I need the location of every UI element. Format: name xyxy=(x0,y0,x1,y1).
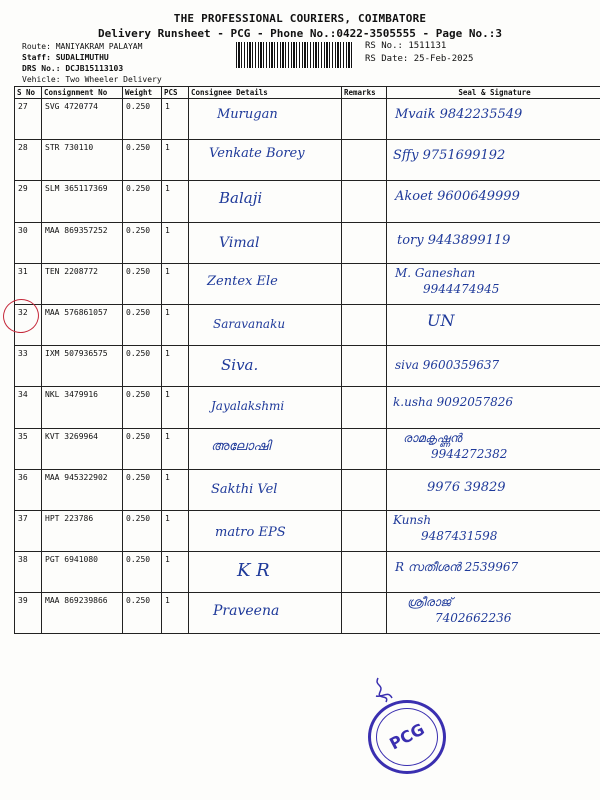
signature-handwriting: 9976 39829 xyxy=(427,479,506,495)
col-header-sno: S No xyxy=(15,87,42,99)
row-weight: 0.250 xyxy=(123,428,162,469)
signature-handwriting: tory 9443899119 xyxy=(397,232,511,248)
row-sno: 39 xyxy=(15,593,42,634)
row-consignee-details xyxy=(189,181,342,222)
row-pcs: 1 xyxy=(162,593,189,634)
row-remarks xyxy=(342,346,387,387)
row-remarks xyxy=(342,181,387,222)
row-seal-signature xyxy=(387,99,600,140)
row-weight: 0.250 xyxy=(123,346,162,387)
row-seal-signature xyxy=(387,593,600,634)
consignee-handwriting: matro EPS xyxy=(215,524,286,540)
row-weight: 0.250 xyxy=(123,593,162,634)
row-consignment-no: KVT 3269964 xyxy=(42,428,123,469)
col-header-consignment: Consignment No xyxy=(42,87,123,99)
row-seal-signature xyxy=(387,552,600,593)
table-header-row xyxy=(15,87,600,99)
consignee-handwriting: Venkate Borey xyxy=(209,146,305,162)
row-remarks xyxy=(342,99,387,140)
signature-handwriting: R സതീശൻ 2539967 xyxy=(395,560,519,575)
row-weight: 0.250 xyxy=(123,181,162,222)
row-seal-signature xyxy=(387,263,600,304)
table-row xyxy=(15,346,600,387)
consignee-handwriting: Balaji xyxy=(219,189,263,208)
pcg-stamp xyxy=(368,700,446,774)
row-consignee-details xyxy=(189,140,342,181)
row-consignee-details xyxy=(189,552,342,593)
row-consignment-no: MAA 869357252 xyxy=(42,222,123,263)
table-row xyxy=(15,428,600,469)
row-consignment-no: MAA 576861057 xyxy=(42,304,123,345)
row-consignee-details xyxy=(189,387,342,428)
delivery-table xyxy=(14,86,600,634)
signature-handwriting: UN xyxy=(427,310,455,330)
table-row xyxy=(15,510,600,551)
row-pcs: 1 xyxy=(162,387,189,428)
signature-handwriting: Kunsh xyxy=(393,512,432,527)
row-pcs: 1 xyxy=(162,181,189,222)
row-pcs: 1 xyxy=(162,222,189,263)
row-sno: 27 xyxy=(15,99,42,140)
row-seal-signature xyxy=(387,428,600,469)
row-pcs: 1 xyxy=(162,140,189,181)
table-row xyxy=(15,593,600,634)
row-remarks xyxy=(342,263,387,304)
consignee-handwriting: Sakthi Vel xyxy=(211,481,278,497)
row-consignee-details xyxy=(189,99,342,140)
row-consignment-no: MAA 945322902 xyxy=(42,469,123,510)
row-pcs: 1 xyxy=(162,510,189,551)
row-sno: 29 xyxy=(15,181,42,222)
table-row xyxy=(15,469,600,510)
row-pcs: 1 xyxy=(162,469,189,510)
row-consignee-details xyxy=(189,593,342,634)
row-consignee-details xyxy=(189,304,342,345)
row-consignment-no: STR 730110 xyxy=(42,140,123,181)
consignee-handwriting: Siva. xyxy=(221,356,259,375)
company-name: THE PROFESSIONAL COURIERS, COIMBATORE xyxy=(173,12,427,25)
col-header-weight: Weight xyxy=(123,87,162,99)
row-sno: 37 xyxy=(15,510,42,551)
signature-phone-handwriting: 7402662236 xyxy=(435,611,512,626)
row-seal-signature xyxy=(387,510,600,551)
signature-handwriting: k.usha 9092057826 xyxy=(393,395,514,410)
row-remarks xyxy=(342,140,387,181)
consignee-handwriting: Zentex Ele xyxy=(207,273,278,289)
consignee-handwriting: Murugan xyxy=(217,107,278,122)
row-remarks xyxy=(342,593,387,634)
row-consignment-no: IXM 507936575 xyxy=(42,346,123,387)
consignee-handwriting: K R xyxy=(237,560,270,582)
row-pcs: 1 xyxy=(162,552,189,593)
row-weight: 0.250 xyxy=(123,552,162,593)
signature-scribble xyxy=(372,676,394,706)
row-remarks xyxy=(342,222,387,263)
row-weight: 0.250 xyxy=(123,222,162,263)
row-sno: 30 xyxy=(15,222,42,263)
drs-number: DRS No.: DCJB15113103 xyxy=(22,64,124,73)
table-row xyxy=(15,304,600,345)
consignee-handwriting: Vimal xyxy=(219,234,260,251)
row-seal-signature xyxy=(387,304,600,345)
row-pcs: 1 xyxy=(162,428,189,469)
row-sno: 34 xyxy=(15,387,42,428)
barcode xyxy=(236,42,354,68)
col-header-signature: Seal & Signature xyxy=(387,87,600,99)
signature-phone-handwriting: 9944272382 xyxy=(431,446,508,461)
col-header-pcs: PCS xyxy=(162,87,189,99)
row-pcs: 1 xyxy=(162,304,189,345)
row-seal-signature xyxy=(387,222,600,263)
col-header-remarks: Remarks xyxy=(342,87,387,99)
row-remarks xyxy=(342,552,387,593)
row-remarks xyxy=(342,387,387,428)
signature-phone-handwriting: 9944474945 xyxy=(423,281,500,296)
row-weight: 0.250 xyxy=(123,469,162,510)
row-consignee-details xyxy=(189,222,342,263)
consignee-handwriting: Saravanaku xyxy=(213,316,286,331)
table-row xyxy=(15,552,600,593)
row-remarks xyxy=(342,469,387,510)
row-consignment-no: PGT 6941080 xyxy=(42,552,123,593)
row-weight: 0.250 xyxy=(123,510,162,551)
row-consignment-no: TEN 2208772 xyxy=(42,263,123,304)
row-seal-signature xyxy=(387,469,600,510)
signature-handwriting: Mvaik 9842235549 xyxy=(395,107,523,122)
rs-date: RS Date: 25-Feb-2025 xyxy=(365,54,474,64)
row-remarks xyxy=(342,304,387,345)
row-consignment-no: MAA 869239866 xyxy=(42,593,123,634)
row-pcs: 1 xyxy=(162,346,189,387)
vehicle-label: Vehicle: Two Wheeler Delivery xyxy=(22,75,162,84)
row-consignment-no: NKL 3479916 xyxy=(42,387,123,428)
row-sno: 28 xyxy=(15,140,42,181)
col-header-consignee: Consignee Details xyxy=(189,87,342,99)
row-sno: 31 xyxy=(15,263,42,304)
row-seal-signature xyxy=(387,140,600,181)
row-pcs: 1 xyxy=(162,263,189,304)
row-consignee-details xyxy=(189,263,342,304)
row-pcs: 1 xyxy=(162,99,189,140)
row-weight: 0.250 xyxy=(123,387,162,428)
row-consignment-no: HPT 223786 xyxy=(42,510,123,551)
consignee-handwriting: Praveena xyxy=(213,603,280,620)
consignee-handwriting: അലോഷി xyxy=(211,438,271,454)
row-consignee-details xyxy=(189,469,342,510)
row-weight: 0.250 xyxy=(123,99,162,140)
row-weight: 0.250 xyxy=(123,263,162,304)
signature-handwriting: Akoet 9600649999 xyxy=(395,189,520,205)
table-row xyxy=(15,222,600,263)
rs-number: RS No.: 1511131 xyxy=(365,41,447,51)
route-label: Route: MANIYAKRAM PALAYAM xyxy=(22,42,143,51)
signature-handwriting: രാമകൃഷ്ണൻ xyxy=(403,430,462,445)
table-row xyxy=(15,181,600,222)
table-row xyxy=(15,387,600,428)
row-sno: 32 xyxy=(15,304,42,345)
row-seal-signature xyxy=(387,181,600,222)
row-consignee-details xyxy=(189,346,342,387)
row-seal-signature xyxy=(387,346,600,387)
row-sno: 38 xyxy=(15,552,42,593)
row-remarks xyxy=(342,510,387,551)
signature-handwriting: Sffy 9751699192 xyxy=(393,148,506,164)
consignee-handwriting: Jayalakshmi xyxy=(211,399,285,414)
row-sno: 35 xyxy=(15,428,42,469)
row-weight: 0.250 xyxy=(123,304,162,345)
row-consignee-details xyxy=(189,428,342,469)
row-consignment-no: SLM 365117369 xyxy=(42,181,123,222)
signature-handwriting: siva 9600359637 xyxy=(395,358,500,373)
row-consignee-details xyxy=(189,510,342,551)
row-consignment-no: SVG 4720774 xyxy=(42,99,123,140)
row-sno: 36 xyxy=(15,469,42,510)
table-row xyxy=(15,263,600,304)
row-seal-signature xyxy=(387,387,600,428)
row-remarks xyxy=(342,428,387,469)
signature-handwriting: ശ്രീരാജ് xyxy=(407,595,452,610)
stamp-text: PCG xyxy=(386,719,428,754)
signature-handwriting: M. Ganeshan xyxy=(395,265,476,280)
table-row xyxy=(15,99,600,140)
staff-label: Staff: SUDALIMUTHU xyxy=(22,53,109,62)
runsheet-title: Delivery Runsheet - PCG - Phone No.:0422-3505555 - Page No.:3 xyxy=(98,27,502,40)
table-row xyxy=(15,140,600,181)
row-sno: 33 xyxy=(15,346,42,387)
signature-phone-handwriting: 9487431598 xyxy=(421,528,498,543)
row-weight: 0.250 xyxy=(123,140,162,181)
